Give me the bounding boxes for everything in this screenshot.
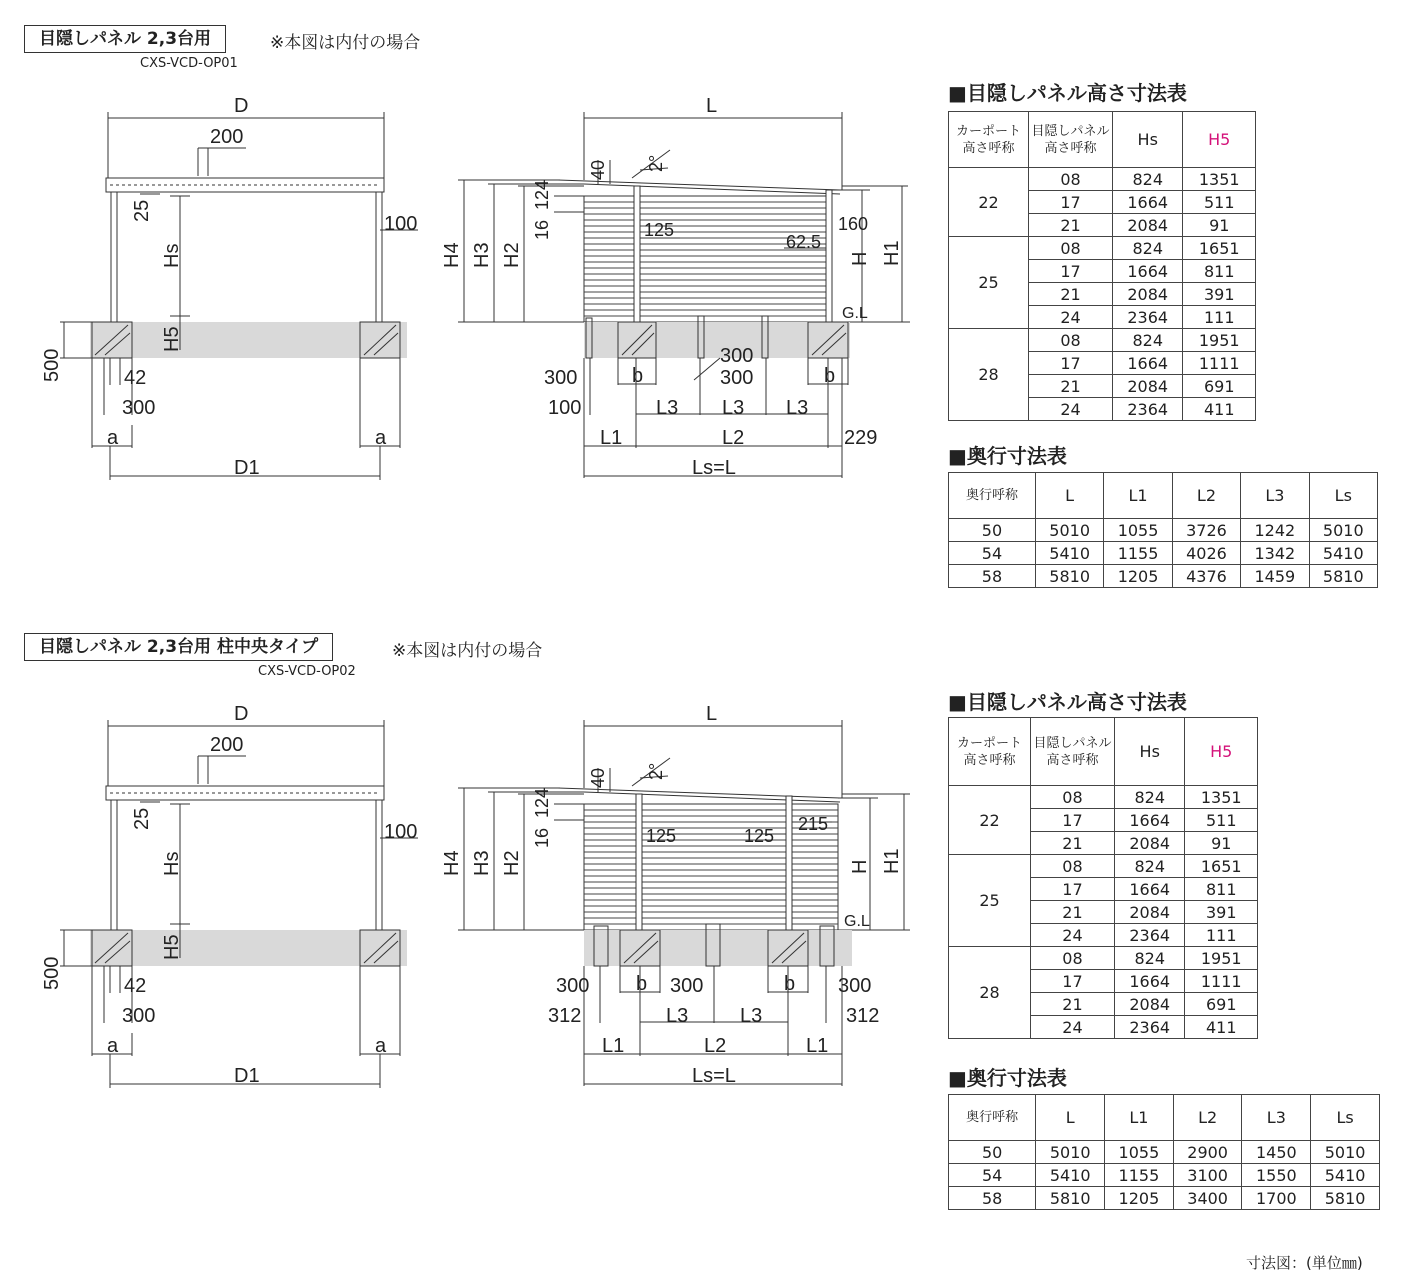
dim-H4: H4 [441,242,463,268]
height-table-heading: ■目隠しパネル高さ寸法表 [948,81,1187,105]
dim-H1: H1 [881,240,903,266]
dim-Hs: Hs [161,243,183,268]
dim-a-left: a [107,1035,119,1057]
dim-H2: H2 [501,850,523,876]
dim-L3-2: L3 [722,397,745,419]
dim-200: 200 [210,126,244,148]
dim-b-right: b [824,365,836,387]
dim-b-right: b [784,973,796,995]
section-note: ※本図は内付の場合 [392,641,543,661]
group-22: 22 [949,786,1031,855]
header-panel: 目隠しパネル 高さ呼称 [1029,112,1113,168]
dim-H3: H3 [471,242,493,268]
section-title: 目隠しパネル 2,3台用 柱中央タイプ [24,633,333,661]
dim-215: 215 [798,814,829,834]
dim-125-left: 125 [646,826,677,846]
dim-200: 200 [210,734,244,756]
dim-b-left: b [632,365,644,387]
dim-a-left: a [107,427,119,449]
dim-L: L [706,95,718,117]
dim-300-lower: 300 [720,367,754,389]
dim-229: 229 [844,427,878,449]
dim-Ls: Ls=L [692,457,736,479]
dim-312-left: 312 [548,1005,582,1027]
dim-42: 42 [124,367,147,389]
dim-300: 300 [122,1005,156,1027]
header-panel: 目隠しパネル 高さ呼称 [1031,718,1115,786]
dim-300: 300 [122,397,156,419]
dim-b-left: b [636,973,648,995]
dim-100: 100 [384,821,418,843]
dim-L: L [706,703,718,725]
dim-D1: D1 [234,1065,260,1087]
group-28: 28 [949,329,1029,421]
group-25: 25 [949,237,1029,329]
dim-L3-1: L3 [656,397,679,419]
dim-D: D [234,703,249,725]
dim-300-right: 300 [838,975,872,997]
dim-a-right: a [375,1035,387,1057]
dim-62-5: 62.5 [786,232,822,252]
dim-40: 40 [588,159,608,180]
dim-L2: L2 [722,427,745,449]
dim-160: 160 [838,214,869,234]
dim-H4: H4 [441,850,463,876]
dim-124: 124 [532,179,552,210]
dim-H2: H2 [501,242,523,268]
group-25: 25 [949,855,1031,947]
dim-H5: H5 [161,326,183,352]
dim-Hs: Hs [161,851,183,876]
dim-D: D [234,95,249,117]
dim-H: H [849,251,871,266]
height-table-heading: ■目隠しパネル高さ寸法表 [948,690,1187,714]
dim-H5: H5 [161,934,183,960]
dim-L1: L1 [600,427,623,449]
dim-500: 500 [41,956,63,990]
dim-16: 16 [532,827,552,848]
dim-100: 100 [384,213,418,235]
model-code: CXS-VCD-OP01 [140,56,238,71]
dim-125: 125 [644,220,675,240]
header-h5: H5 [1185,718,1258,786]
dim-Ls: Ls=L [692,1065,736,1087]
header-carport: カーポート 高さ呼称 [949,112,1029,168]
dim-312-right: 312 [846,1005,880,1027]
dim-25: 25 [131,199,153,222]
dim-124: 124 [532,787,552,818]
dim-angle: 2° [646,762,666,780]
dim-a-right: a [375,427,387,449]
height-table: カーポート 高さ呼称 目隠しパネル 高さ呼称 Hs H5 22 08 824 1351 17 1664 511 21 2084 91 25 08 824 1651 17 1664 811 21 2084 391 24 2364 111 28 08 824 1951 17 1664 1111 21 2084 691 24 2364 411 [948,111,1256,421]
group-22: 22 [949,168,1029,237]
dim-L3-2: L3 [740,1005,763,1027]
header-h5: H5 [1183,112,1256,168]
dim-L2: L2 [704,1035,727,1057]
ground-level-label: G.L [842,305,868,322]
dim-100-left: 100 [548,397,582,419]
dim-300-mid: 300 [670,975,704,997]
header-hs: Hs [1112,112,1183,168]
dim-L1-right: L1 [806,1035,829,1057]
dim-16: 16 [532,219,552,240]
dim-40: 40 [588,767,608,788]
units-note: 寸法図：(単位㎜) [1246,1254,1363,1272]
depth-table-heading: ■奥行寸法表 [948,444,1067,468]
dim-125-right: 125 [744,826,775,846]
header-carport: カーポート 高さ呼称 [949,718,1031,786]
dim-H: H [849,859,871,874]
depth-table: 奥行呼称 L L1 L2 L3 Ls 50 5010 1055 2900 1450 5010 54 5410 1155 3100 1550 5410 58 5810 1205 3400 1700 5810 [948,1094,1380,1210]
dim-angle: 2° [646,154,666,172]
dim-L3-1: L3 [666,1005,689,1027]
dim-L3-3: L3 [786,397,809,419]
model-code: CXS-VCD-OP02 [258,664,356,679]
ground-level-label: G.L [844,913,870,930]
depth-table: 奥行呼称 L L1 L2 L3 Ls 50 5010 1055 3726 1242 5010 54 5410 1155 4026 1342 5410 58 5810 1205 4376 1459 5810 [948,472,1378,588]
dim-L1-left: L1 [602,1035,625,1057]
section-title: 目隠しパネル 2,3台用 [24,25,226,53]
height-table: カーポート 高さ呼称 目隠しパネル 高さ呼称 Hs H5 22 08 824 1351 17 1664 511 21 2084 91 25 08 824 1651 17 1664 811 21 2084 391 24 2364 111 28 08 824 1951 17 1664 1111 21 2084 691 24 2364 411 [948,717,1258,1039]
section-note: ※本図は内付の場合 [270,33,421,53]
dim-300-left: 300 [544,367,578,389]
dim-300-upper: 300 [720,345,754,367]
dim-H3: H3 [471,850,493,876]
group-28: 28 [949,947,1031,1039]
depth-table-heading: ■奥行寸法表 [948,1066,1067,1090]
dim-300-left: 300 [556,975,590,997]
side-view-drawing [0,608,930,1108]
header-hs: Hs [1114,718,1185,786]
side-view-drawing [0,0,930,500]
dim-500: 500 [41,348,63,382]
dim-H1: H1 [881,848,903,874]
dim-42: 42 [124,975,147,997]
dim-25: 25 [131,807,153,830]
dim-D1: D1 [234,457,260,479]
